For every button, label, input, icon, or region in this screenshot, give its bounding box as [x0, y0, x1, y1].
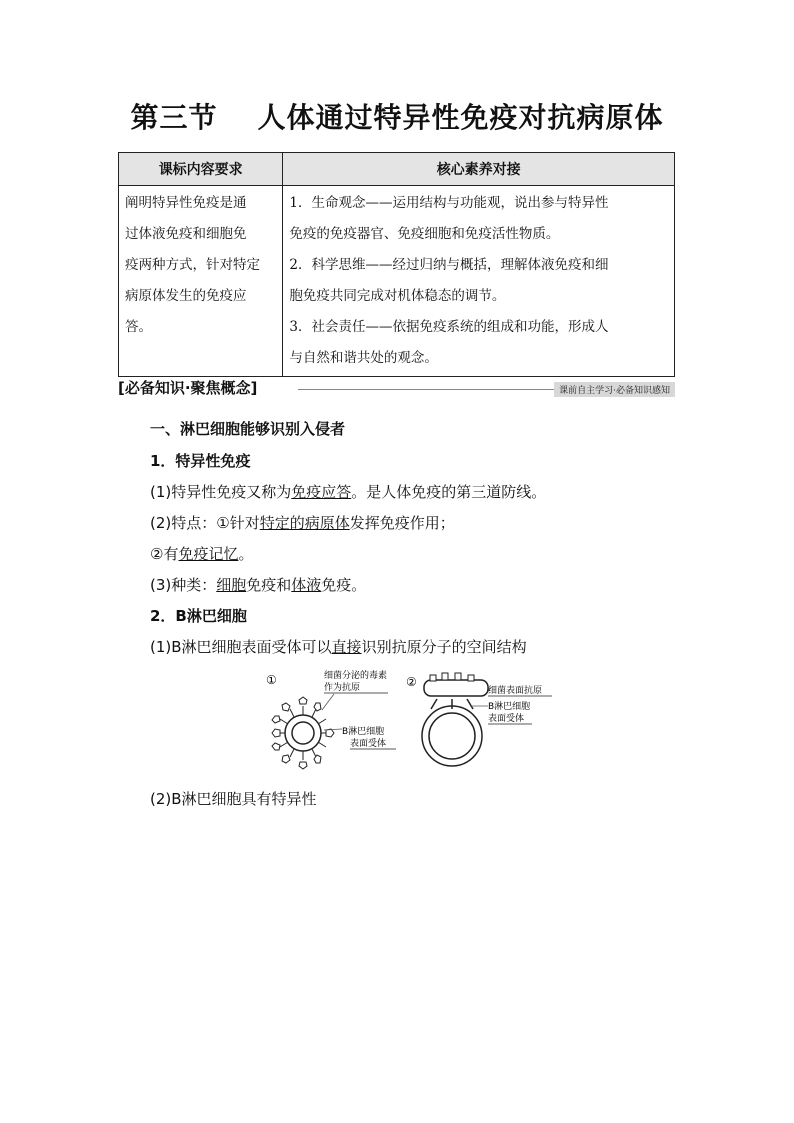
receptor-label-1: B淋巴细胞 [342, 727, 385, 737]
cell-line: 病原体发生的免疫应 [125, 288, 247, 304]
paragraph-memory: ②有免疫记忆。 [150, 545, 254, 563]
header-competency: 核心素养对接 [283, 153, 675, 186]
paragraph-definition: (1)特异性免疫又称为免疫应答。是人体免疫的第三道防线。 [150, 483, 547, 501]
toxin-label: 细菌分泌的毒素 [324, 671, 388, 681]
section-tag: 课前自主学习·必备知识感知 [554, 382, 675, 397]
answer-blank: 特定的病原体 [259, 514, 350, 532]
answer-blank: 细胞 [216, 576, 247, 594]
cell-line: 答。 [125, 319, 152, 335]
cell-outer-membrane-2 [422, 706, 482, 766]
cell-outer-membrane [285, 715, 321, 751]
paragraph-specificity: (2)B淋巴细胞具有特异性 [150, 790, 317, 808]
cell-line: 胞免疫共同完成对机体稳态的调节。 [289, 288, 506, 304]
paragraph-types: (3)种类：细胞免疫和体液免疫。 [150, 576, 367, 594]
antigen-label: 细菌表面抗原 [488, 686, 543, 696]
heading-lymphocytes: 一、淋巴细胞能够识别入侵者 [150, 420, 346, 438]
cell-line: 过体液免疫和细胞免 [125, 226, 247, 242]
paragraph-features: (2)特点：①针对特定的病原体发挥免疫作用； [150, 514, 455, 532]
section-title: [必备知识·聚焦概念] [118, 379, 258, 397]
bacterium [424, 680, 488, 696]
cell-line: 2．科学思维——经过归纳与概括，理解体液免疫和细 [289, 257, 609, 273]
table-header-row [119, 153, 675, 186]
toxin-pointer [322, 694, 334, 710]
competency-cell [283, 186, 675, 377]
cell-line: 1．生命观念——运用结构与功能观，说出参与特异性 [289, 195, 609, 211]
section-bar [118, 377, 675, 399]
paragraph-receptor: (1)B淋巴细胞表面受体可以直接识别抗原分子的空间结构 [150, 638, 527, 656]
figure-label-2: ② [406, 675, 417, 689]
b-cell-receptor-figure [262, 666, 562, 781]
section-name: 人体通过特异性免疫对抗病原体 [257, 101, 664, 134]
cell-nucleus [292, 722, 314, 744]
figure-label-1: ① [266, 673, 277, 687]
b-cell-1 [272, 694, 342, 769]
receptor-ring [276, 706, 330, 760]
section-number: 第三节 [130, 101, 218, 134]
cell-line: 与自然和谐共处的观念。 [289, 350, 438, 366]
cell-line: 3．社会责任——依据免疫系统的组成和功能，形成人 [289, 319, 609, 335]
receptor-label-2b: 表面受体 [488, 714, 525, 724]
cell-line: 阐明特异性免疫是通 [125, 195, 247, 211]
answer-blank: 免疫应答 [291, 483, 352, 501]
receptors-bound [431, 699, 473, 709]
heading-b-lymphocyte: 2．B淋巴细胞 [150, 607, 247, 625]
page-title [0, 96, 794, 136]
receptor-label-2: B淋巴细胞 [488, 702, 531, 712]
cell-line: 免疫的免疫器官、免疫细胞和免疫活性物质。 [289, 226, 560, 242]
standards-table [118, 152, 675, 377]
answer-blank: 体液 [291, 576, 322, 594]
receptor-label-1b: 表面受体 [350, 739, 387, 749]
receptor-pointer [324, 729, 342, 730]
heading-specific-immunity: 1．特异性免疫 [150, 452, 251, 470]
b-cell-2 [422, 673, 490, 766]
answer-blank: 直接 [331, 638, 362, 656]
cell-line: 疫两种方式，针对特定 [125, 257, 260, 273]
table-row [119, 186, 675, 377]
header-curriculum: 课标内容要求 [119, 153, 283, 186]
toxin-label-2: 作为抗原 [324, 683, 361, 693]
cell-inner-ring-2 [429, 713, 475, 759]
curriculum-cell [119, 186, 283, 377]
answer-blank: 免疫记忆 [178, 545, 239, 563]
